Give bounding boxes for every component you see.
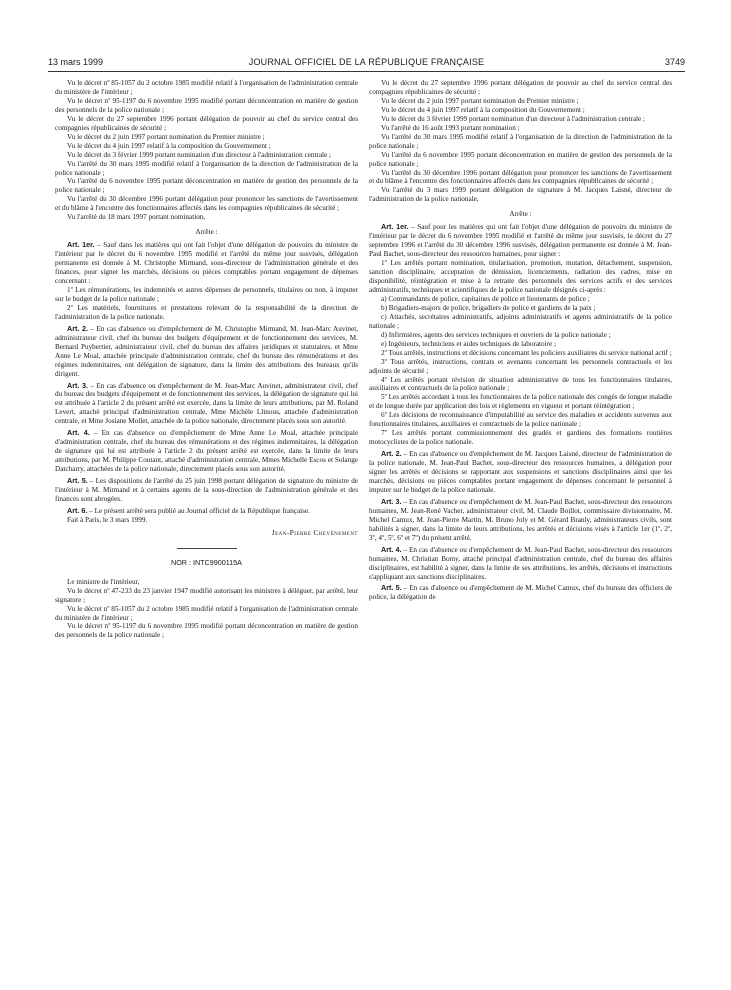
article-text: – En cas d'absence ou d'empêchement de M. Jean-Marc Auvinet, administrateur civil, chef du bureau des budgets d'équipement et de fonctionnement des services, la délégation de signature qui lui est attribuée à l'article 2 du présent arrêté est exercée, dans la limite de leurs attributions, par M. Roland Levert, attaché principal d'administration centrale, Mme Michèle Llinous, attachée d'administration centrale, et Mme Josiane Mollet, attachée de la police nationale, directement placés sous son autorité. (55, 381, 358, 426)
article-label: Art. 4. (67, 428, 90, 438)
body-paragraph: Vu le décret du 3 février 1999 portant nomination d'un directeur à l'administration centrale ; (381, 114, 646, 123)
article-paragraph (55, 429, 358, 474)
body-paragraph: Vu le décret nº 85-1057 du 2 octobre 1985 modifié relatif à l'organisation de l'administration centrale du ministère de l'intérieur ; (55, 79, 358, 96)
body-paragraph: Vu le décret nº 85-1057 du 2 octobre 1985 modifié relatif à l'organisation de l'administration centrale du ministère de l'intérieur ; (55, 604, 358, 622)
decree-heading: Arrête : (195, 228, 218, 237)
article-paragraph (369, 223, 672, 259)
body-paragraph: Vu l'arrêté du 6 novembre 1995 portant déconcentration en matière de gestion des personnels de la police nationale ; (55, 177, 358, 195)
body-paragraph: Le ministre de l'intérieur, (67, 577, 140, 586)
article-label: Art. 2. (381, 449, 402, 459)
body-paragraph: Fait à Paris, le 3 mars 1999. (67, 515, 148, 524)
article-paragraph (55, 325, 358, 379)
article-text: – En cas d'absence ou d'empêchement de M. Jean-Paul Bachet, sous-directeur des ressources humaines, M. Christian Bomy, attaché principal d'administration centrale, chef du bureau des affaires disciplinaires, est habilité à signer, dans la limite de ses attributions, les arrêtés, décisions et instructions s'appliquant aux sanctions disciplinaires. (369, 545, 672, 581)
article-paragraph (369, 584, 672, 602)
page-number: 3749 (664, 57, 685, 67)
signature: Jean-Pierre Chevènement (271, 528, 358, 537)
article-label: Art. 6. (67, 505, 88, 515)
body-paragraph: 2º Les matériels, fournitures et prestations relevant de la responsabilité de la direction de l'administration de la police nationale. (55, 303, 358, 321)
article-label: Art. 3. (67, 380, 88, 390)
body-paragraph: Vu le décret nº 95-1197 du 6 novembre 1995 modifié portant déconcentration en matière de gestion des personnels de la police nationale ; (55, 622, 358, 640)
header-rule (48, 71, 685, 72)
body-paragraph: Vu l'arrêté du 30 mars 1995 modifié relatif à l'organisation de la direction de l'administration de la police nationale ; (369, 132, 672, 150)
body-paragraph: 1º Les rémunérations, les indemnités et autres dépenses de personnels, titulaires ou non, à imputer sur le budget de la police nationale ; (55, 285, 358, 303)
section-separator (177, 548, 237, 549)
article-paragraph (55, 477, 358, 504)
body-paragraph: Vu le décret du 27 septembre 1996 portant délégation de pouvoir au chef du service central des compagnies républicaines de sécurité ; (369, 79, 672, 96)
body-paragraph: a) Commandants de police, capitaines de police et lieutenants de police ; (381, 294, 590, 303)
article-label: Art. 4. (381, 544, 402, 554)
journal-title: JOURNAL OFFICIEL DE LA RÉPUBLIQUE FRANÇAISE (248, 57, 485, 67)
article-text: – Sauf dans les matières qui ont fait l'objet d'une délégation de pouvoirs du ministre de l'intérieur par le décret du 6 novembre 1995 modifié et l'arrêté du même jour susvisés, délégation permanente est donnée à M. Christophe Mirmand, sous-directeur de l'administration générale et des finances, pour signer les marchés, décisions ou pièces comptables portant engagement de dépenses concernant : (55, 241, 358, 286)
article-paragraph (55, 382, 358, 427)
body-paragraph: 4º Les arrêtés portant révision de situation administrative de tous les fonctionnaires titulaires, auxiliaires et contractuels de la police nationale ; (369, 375, 672, 393)
article-paragraph (55, 507, 358, 516)
body-paragraph: 1º Les arrêtés portant nomination, titularisation, promotion, mutation, détachement, suspension, sanction disciplinaire, acceptation de démission, licenciements, radiation des cadres, mise en disponibilité, réintégration et mise à la retraite des personnels des services actifs et des services administratifs, techniques et scientifiques de la police nationale désignés ci-après : (369, 259, 672, 294)
body-paragraph: Vu l'arrêté du 3 mars 1999 portant délégation de signature à M. Jacques Laisné, directeur de l'administration de la police nationale, (369, 186, 672, 204)
body-paragraph: Vu le décret du 2 juin 1997 portant nomination du Premier ministre ; (381, 96, 579, 105)
body-paragraph: Vu le décret du 27 septembre 1996 portant délégation de pouvoir au chef du service central des compagnies républicaines de sécurité ; (55, 114, 358, 132)
article-paragraph (369, 546, 672, 582)
nor-reference: NOR : INTC9900115A (171, 557, 242, 567)
article-label: Art. 5. (381, 583, 402, 593)
body-paragraph: d) Infirmières, agents des services techniques et ouvriers de la police nationale ; (381, 330, 611, 339)
article-paragraph (369, 498, 672, 543)
body-paragraph: Vu l'arrêté du 30 décembre 1996 portant délégation pour prononcer les sanctions de l'avertissement et du blâme à l'encontre des fonctionnaires affectés dans les compagnies républicaines de sécurité ; (55, 195, 358, 213)
decree-heading: Arrête : (509, 210, 532, 219)
body-paragraph: b) Brigadiers-majors de police, brigadiers de police et gardiens de la paix ; (381, 303, 596, 312)
body-paragraph: Vu le décret du 4 juin 1997 relatif à la composition du Gouvernement ; (67, 141, 271, 150)
page-header (48, 57, 685, 71)
article-label: Art. 3. (381, 496, 402, 506)
body-paragraph: Vu le décret du 2 juin 1997 portant nomination du Premier ministre ; (67, 132, 265, 141)
body-paragraph: c) Attachés, secrétaires administratifs, adjoints administratifs et agents administratifs de la police nationale ; (369, 312, 672, 330)
body-paragraph: 2º Tous arrêtés, instructions et décisions concernant les policiers auxiliaires du service national actif ; (381, 348, 672, 357)
body-paragraph: Vu le décret du 4 juin 1997 relatif à la composition du Gouvernement ; (381, 105, 585, 114)
article-label: Art. 1er. (67, 240, 95, 250)
article-text: – Les dispositions de l'arrêté du 25 juin 1998 portant délégation de signature du ministre de l'intérieur à M. Mirmand et à certains agents de la sous-direction de l'administration générale et des finances sont abrogées. (55, 477, 359, 503)
body-paragraph: e) Ingénieurs, techniciens et aides techniques de laboratoire ; (381, 339, 557, 348)
article-label: Art. 1er. (381, 222, 409, 232)
body-paragraph: Vu l'arrêté du 30 mars 1995 modifié relatif à l'organisation de la direction de l'administration de la police nationale ; (55, 159, 358, 177)
body-paragraph: Vu l'arrêté du 30 décembre 1996 portant délégation pour prononcer les sanctions de l'avertissement et du blâme à l'encontre des fonctionnaires affectés dans les compagnies républicaines de sécurité ; (369, 168, 672, 186)
body-paragraph: 3º Tous arrêtés, instructions, contrats et avenants concernant les personnels contractuels et les adjoints de sécurité ; (369, 357, 672, 375)
article-paragraph (55, 241, 358, 286)
body-paragraph: Vu l'arrêté du 6 novembre 1995 portant déconcentration en matière de gestion des personnels de la police nationale ; (369, 150, 672, 168)
body-paragraph: 5º Les arrêtés accordant à tous les fonctionnaires de la police nationale des congés de longue maladie et de longue durée par application des lois et règlements en vigueur et portant réintégration ; (369, 393, 672, 411)
article-text: – Sauf pour les matières qui ont fait l'objet d'une délégation de pouvoirs du ministre de l'intérieur par le décret du 6 novembre 1995 modifié et l'arrêté du même jour susvisés, le décret du 27 septembre 1996 et l'arrêté du 30 décembre 1996 susvisés, délégation permanente est donnée à M. Jean-Paul Bachet, sous-directeur des ressources humaines, pour signer : (369, 223, 672, 259)
article-text: – En cas d'absence ou d'empêchement de M. Jean-Paul Bachet, sous-directeur des ressources humaines, M. Jean-René Vacher, administrateur civil, M. Claude Boillot, commissaire divisionnaire, M. Michel Camux, M. Jean-Pierre Martin, M. Bruno Joly et M. Gérard Branly, administrateurs civils, sont habilités à signer, dans la limite de leurs attributions, les arrêtés et décisions visés à l'article 1er (1º, 2º, 3º, 4º, 5º, 6º et 7º) du présent arrêté. (369, 497, 672, 542)
article-label: Art. 5. (67, 476, 88, 486)
article-text: – Le présent arrêté sera publié au Journal officiel de la République française. (87, 506, 310, 515)
body-paragraph: 7º Les arrêtés portant commissionnement des gradés et gardiens des formations routières motocyclistes de la police nationale. (369, 429, 672, 447)
body-paragraph: Vu l'arrêté du 16 août 1993 portant nomination ; (381, 123, 520, 132)
body-paragraph: Vu l'arrêté du 18 mars 1997 portant nomination, (67, 213, 206, 222)
body-paragraph: Vu le décret nº 95-1197 du 6 novembre 1995 modifié portant déconcentration en matière de gestion des personnels de la police nationale ; (55, 96, 358, 114)
article-text: – En cas d'absence ou d'empêchement de M. Michel Camux, chef du bureau des officiers de police, la délégation de (369, 584, 672, 602)
article-text: – En cas d'absence ou d'empêchement de M. Christophe Mirmand, M. Jean-Marc Auvinet, administrateur civil, chef du bureau des budgets d'équipement et de fonctionnement des services, M. Bernard Puybertier, administrateur civil, chef du bureau des affaires juridiques et statutaires, et Mme Anne Le Moal, attachée principale d'administration centrale, chef du bureau des rémunérations et des régimes indemnitaires, ont délégation de signature, dans la limite des attributions des bureaux qu'ils dirigent. (55, 324, 358, 378)
article-paragraph (369, 450, 672, 495)
article-text: – En cas d'absence ou d'empêchement de M. Jacques Laisné, directeur de l'administration de la police nationale, M. Jean-Paul Bachet, sous-directeur des ressources humaines, a délégation pour signer les arrêtés et décisions se rapportant aux suspensions et sanctions disciplinaires ainsi que les marchés, décisions ou pièces comptables portant engagement de dépenses concernant le personnel à imputer sur le budget de la police nationale. (369, 450, 672, 494)
article-text: – En cas d'absence ou d'empêchement de Mme Anne Le Moal, attachée principale d'administration centrale, chef du bureau des rémunérations et des régimes indemnitaires, la délégation de signature qui lui est attribuée à l'article 2 du présent arrêté est exercée, dans la limite de leurs attributions, par M. Philippe Coutant, attaché d'administration centrale, Mmes Michelle Escos et Solange Datcharry, attachées de la police nationale, directement placés sous son autorité. (55, 429, 359, 474)
right-column (369, 79, 672, 602)
body-paragraph: Vu le décret nº 47-233 du 23 janvier 1947 modifié autorisant les ministres à déléguer, par arrêté, leur signature ; (55, 586, 358, 604)
issue-date: 13 mars 1999 (48, 57, 104, 67)
article-label: Art. 2. (67, 323, 88, 333)
body-paragraph: 6º Les décisions de reconnaissance d'imputabilité au service des maladies et accidents survenus aux fonctionnaires titulaires, auxiliaires et contractuels de la police nationale ; (369, 411, 672, 429)
left-column (55, 79, 358, 640)
body-paragraph: Vu le décret du 3 février 1999 portant nomination d'un directeur à l'administration centrale ; (67, 150, 332, 159)
